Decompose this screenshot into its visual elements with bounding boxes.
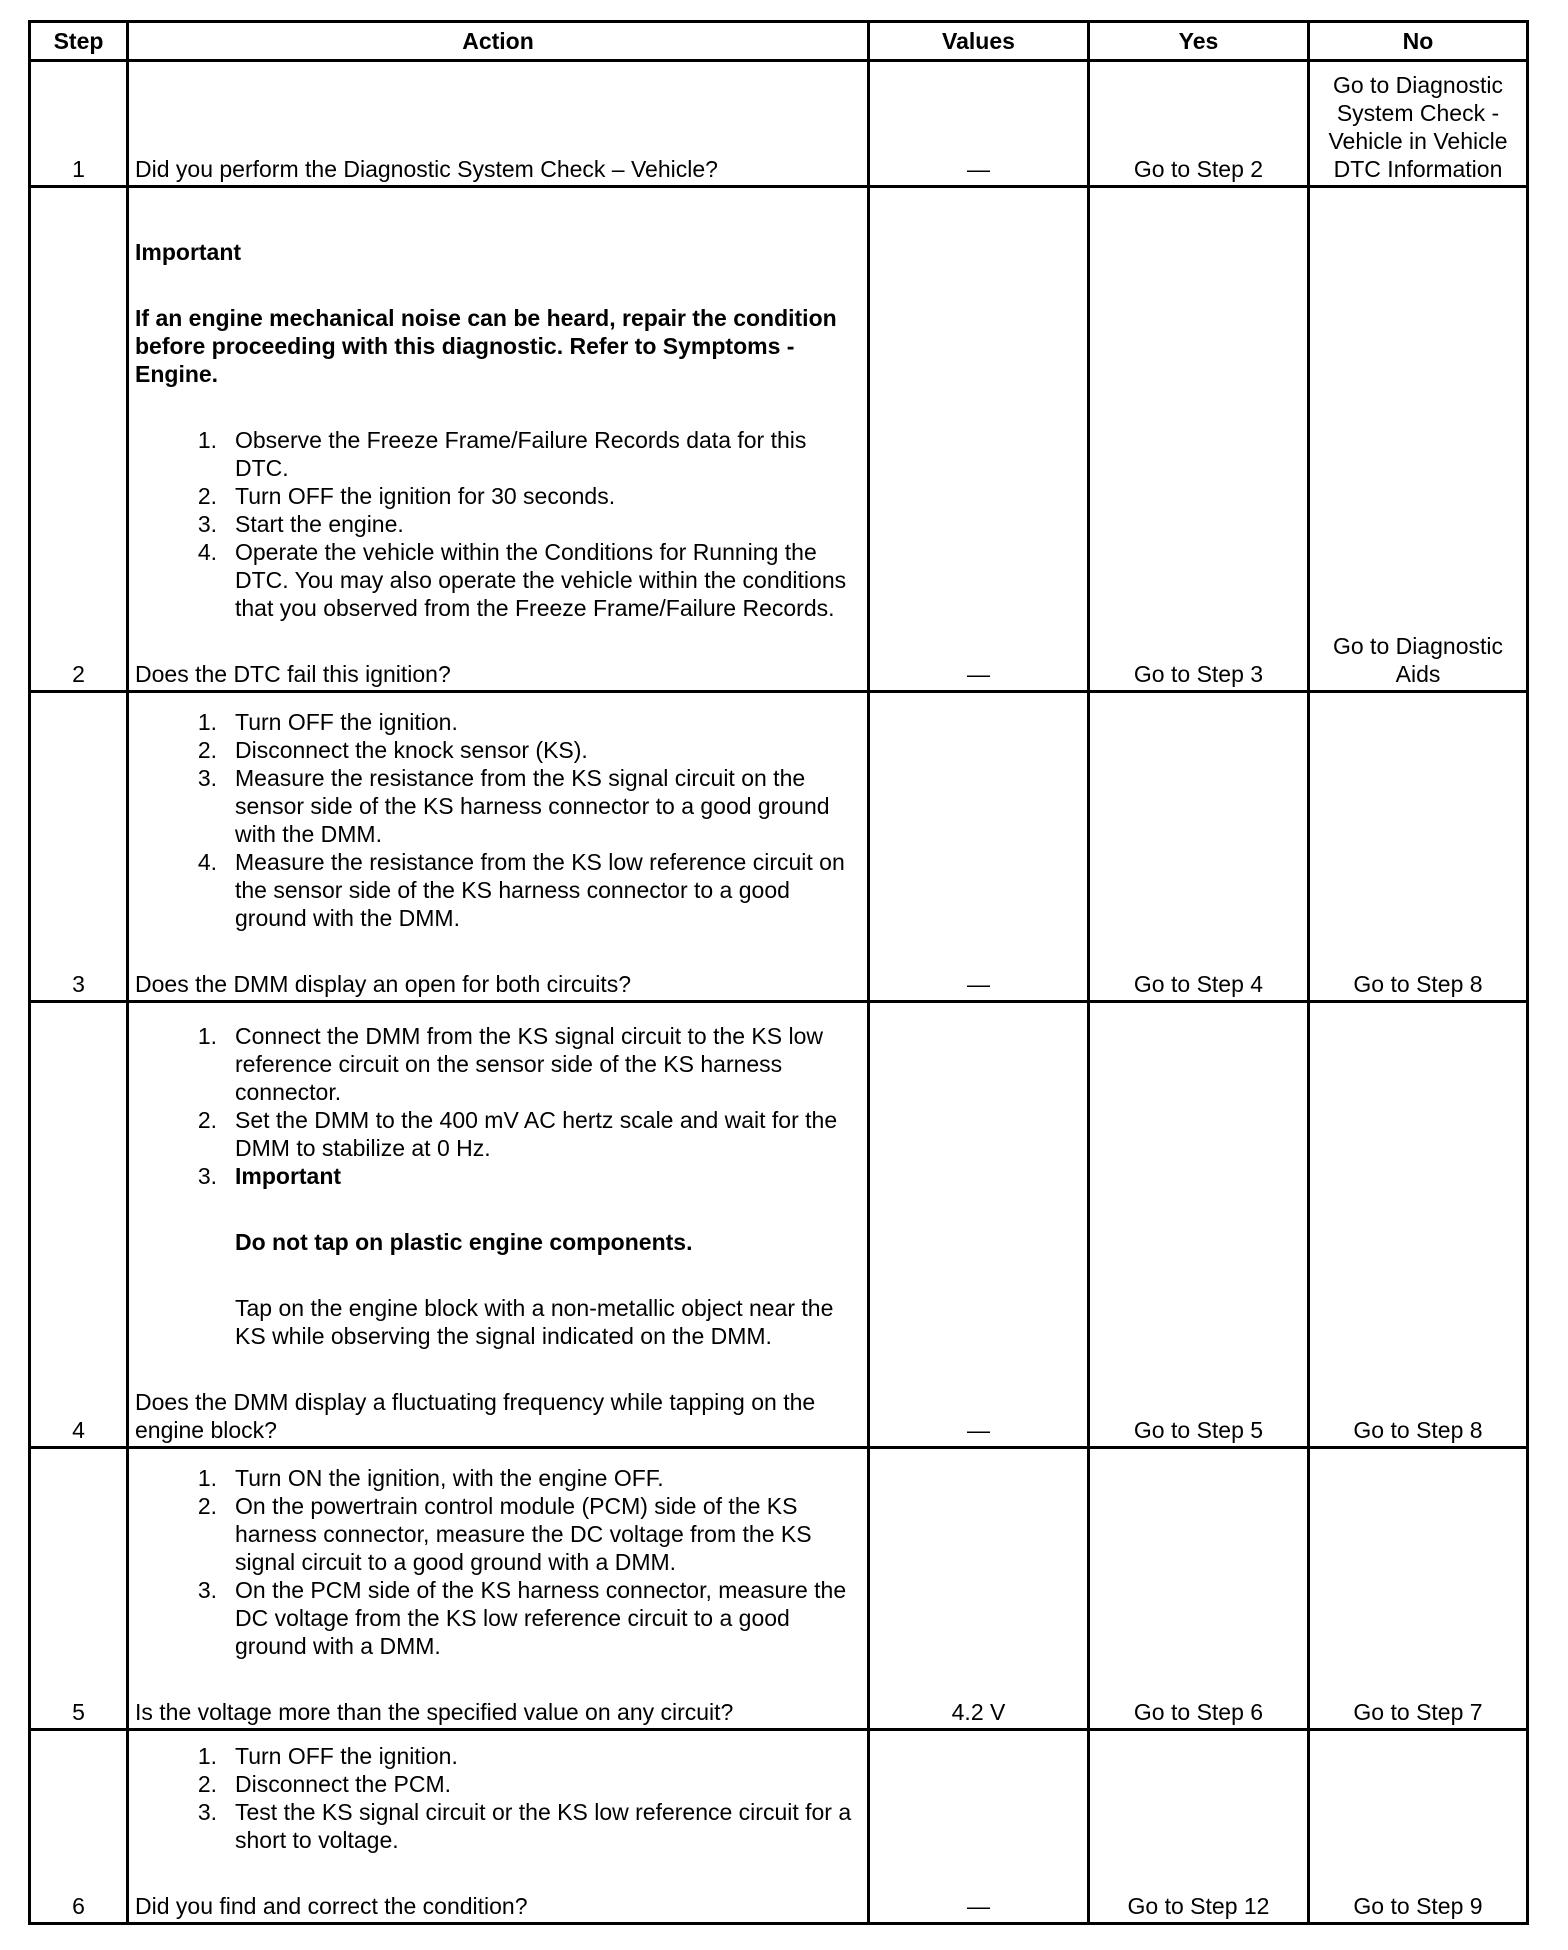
value-cell: — (869, 1730, 1089, 1924)
procedure-list (135, 1022, 861, 1190)
header-row (30, 22, 1528, 61)
action-question: Does the DMM display an open for both circuits? (135, 971, 632, 997)
sub-instruction: Tap on the engine block with a non-metallic object near the KS while observing the signal indicated on the DMM. (235, 1295, 834, 1349)
no-cell: Go to Diagnostic Aids (1309, 187, 1528, 692)
sub-important-text: Do not tap on plastic engine components. (235, 1229, 693, 1255)
table-row (30, 61, 1528, 187)
yes-cell: Go to Step 4 (1089, 692, 1309, 1002)
list-item: 2. Disconnect the knock sensor (KS). (197, 737, 588, 763)
table-row (30, 187, 1528, 692)
step-number: 4 (30, 1002, 128, 1448)
procedure-list (135, 426, 861, 622)
table-row (30, 1448, 1528, 1730)
list-item: 3. Start the engine. (197, 511, 404, 537)
yes-cell: Go to Step 2 (1089, 61, 1309, 187)
value-cell: — (869, 692, 1089, 1002)
list-item: 2. Turn OFF the ignition for 30 seconds. (197, 483, 616, 509)
no-cell: Go to Step 8 (1309, 692, 1528, 1002)
procedure-list (135, 1742, 861, 1854)
step-number: 6 (30, 1730, 128, 1924)
action-cell (128, 692, 869, 1002)
list-item: 2. Set the DMM to the 400 mV AC hertz scale and wait for the DMM to stabilize at 0 Hz. (197, 1107, 838, 1161)
list-item: 4. Measure the resistance from the KS low reference circuit on the sensor side of the KS harness connector to a good ground with the DMM. (197, 849, 845, 931)
header-no: No (1309, 22, 1528, 61)
header-values: Values (869, 22, 1089, 61)
list-item: 3. On the PCM side of the KS harness connector, measure the DC voltage from the KS low reference circuit to a good ground with a DMM. (197, 1577, 847, 1659)
value-cell: — (869, 61, 1089, 187)
yes-cell: Go to Step 6 (1089, 1448, 1309, 1730)
yes-cell: Go to Step 3 (1089, 187, 1309, 692)
action-question: Does the DTC fail this ignition? (135, 661, 451, 687)
action-question: Did you perform the Diagnostic System Check – Vehicle? (135, 156, 718, 182)
list-item: 3. Important (197, 1163, 342, 1189)
yes-cell: Go to Step 12 (1089, 1730, 1309, 1924)
no-cell: Go to Step 9 (1309, 1730, 1528, 1924)
no-cell: Go to Diagnostic System Check - Vehicle in Vehicle DTC Information (1309, 61, 1528, 187)
action-cell (128, 61, 869, 187)
step-number: 3 (30, 692, 128, 1002)
no-cell: Go to Step 7 (1309, 1448, 1528, 1730)
list-item: 2. On the powertrain control module (PCM) side of the KS harness connector, measure the DC voltage from the KS signal circuit to a good ground with a DMM. (197, 1493, 812, 1575)
value-cell: 4.2 V (869, 1448, 1089, 1730)
list-item: 1. Connect the DMM from the KS signal circuit to the KS low reference circuit on the sensor side of the KS harness connector. (197, 1023, 824, 1105)
list-item: 1. Turn ON the ignition, with the engine OFF. (197, 1465, 664, 1491)
list-item: 3. Test the KS signal circuit or the KS low reference circuit for a short to voltage. (197, 1799, 852, 1853)
list-item: 1. Observe the Freeze Frame/Failure Records data for this DTC. (197, 427, 807, 481)
header-step: Step (30, 22, 128, 61)
procedure-list (135, 708, 861, 932)
action-cell (128, 187, 869, 692)
no-cell: Go to Step 8 (1309, 1002, 1528, 1448)
header-yes: Yes (1089, 22, 1309, 61)
list-item: 1. Turn OFF the ignition. (197, 1743, 458, 1769)
action-cell (128, 1002, 869, 1448)
list-item: 2. Disconnect the PCM. (197, 1771, 452, 1797)
list-item: 4. Operate the vehicle within the Conditions for Running the DTC. You may also operate the vehicle within the conditions that you observed from the Freeze Frame/Failure Records. (197, 539, 847, 621)
important-text: If an engine mechanical noise can be heard, repair the condition before proceeding with this diagnostic. Refer to Symptoms - Engine. (135, 305, 837, 387)
action-question: Did you find and correct the condition? (135, 1893, 528, 1919)
action-cell (128, 1448, 869, 1730)
value-cell: — (869, 1002, 1089, 1448)
list-item: 3. Measure the resistance from the KS signal circuit on the sensor side of the KS harness connector to a good ground with the DMM. (197, 765, 830, 847)
value-cell: — (869, 187, 1089, 692)
table-row (30, 1730, 1528, 1924)
action-question: Is the voltage more than the specified value on any circuit? (135, 1699, 734, 1725)
table-row (30, 692, 1528, 1002)
diagnostic-table (28, 20, 1529, 1925)
step-number: 5 (30, 1448, 128, 1730)
step-number: 1 (30, 61, 128, 187)
action-cell (128, 1730, 869, 1924)
action-question: Does the DMM display a fluctuating frequency while tapping on the engine block? (135, 1389, 816, 1443)
list-item: 1. Turn OFF the ignition. (197, 709, 458, 735)
table-row (30, 1002, 1528, 1448)
yes-cell: Go to Step 5 (1089, 1002, 1309, 1448)
step-number: 2 (30, 187, 128, 692)
procedure-list (135, 1464, 861, 1660)
header-action: Action (128, 22, 869, 61)
important-label: Important (135, 239, 242, 265)
